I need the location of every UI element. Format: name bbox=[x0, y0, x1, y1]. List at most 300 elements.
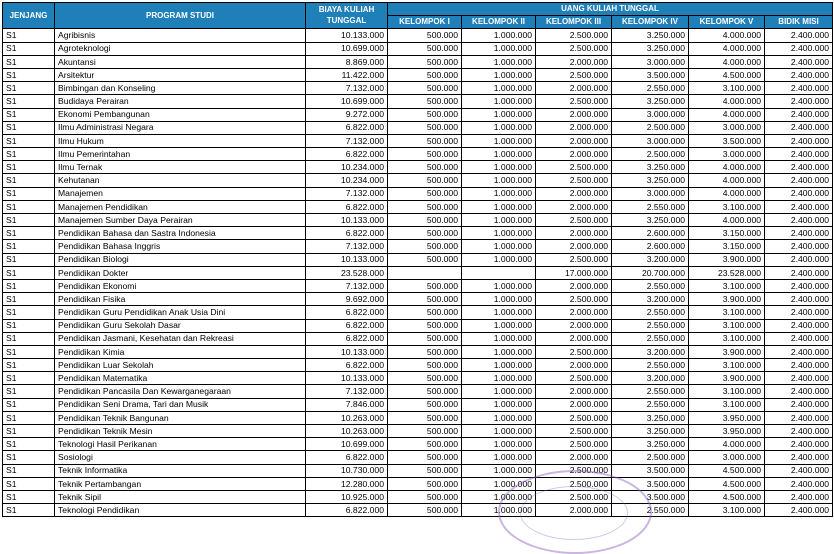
cell-jenjang: S1 bbox=[3, 240, 55, 253]
cell-bidik-misi: 2.400.000 bbox=[765, 253, 833, 266]
header-program-studi: PROGRAM STUDI bbox=[55, 3, 306, 29]
cell-kelompok-1: 500.000 bbox=[388, 55, 462, 68]
cell-bidik-misi: 2.400.000 bbox=[765, 42, 833, 55]
cell-program-studi: Manajemen Sumber Daya Perairan bbox=[55, 214, 306, 227]
cell-bidik-misi: 2.400.000 bbox=[765, 385, 833, 398]
cell-bidik-misi: 2.400.000 bbox=[765, 161, 833, 174]
cell-kelompok-1: 500.000 bbox=[388, 82, 462, 95]
cell-bidik-misi: 2.400.000 bbox=[765, 68, 833, 81]
cell-kelompok-5: 3.100.000 bbox=[689, 319, 765, 332]
cell-program-studi: Pendidikan Luar Sekolah bbox=[55, 359, 306, 372]
cell-kelompok-1: 500.000 bbox=[388, 306, 462, 319]
cell-biaya-kuliah-tunggal: 7.132.000 bbox=[306, 82, 388, 95]
cell-kelompok-3: 2.000.000 bbox=[536, 451, 612, 464]
cell-bidik-misi: 2.400.000 bbox=[765, 187, 833, 200]
cell-bidik-misi: 2.400.000 bbox=[765, 214, 833, 227]
cell-biaya-kuliah-tunggal: 6.822.000 bbox=[306, 227, 388, 240]
cell-program-studi: Teknik Pertambangan bbox=[55, 477, 306, 490]
cell-jenjang: S1 bbox=[3, 398, 55, 411]
cell-bidik-misi: 2.400.000 bbox=[765, 319, 833, 332]
table-row bbox=[3, 279, 833, 292]
cell-kelompok-4: 3.500.000 bbox=[612, 477, 689, 490]
cell-kelompok-3: 2.000.000 bbox=[536, 306, 612, 319]
cell-kelompok-5: 3.100.000 bbox=[689, 504, 765, 517]
header-jenjang: JENJANG bbox=[3, 3, 55, 29]
cell-biaya-kuliah-tunggal: 10.263.000 bbox=[306, 425, 388, 438]
cell-kelompok-5: 4.000.000 bbox=[689, 42, 765, 55]
table-row bbox=[3, 504, 833, 517]
cell-kelompok-4: 3.250.000 bbox=[612, 174, 689, 187]
cell-kelompok-3: 2.500.000 bbox=[536, 68, 612, 81]
cell-bidik-misi: 2.400.000 bbox=[765, 332, 833, 345]
cell-kelompok-4: 3.000.000 bbox=[612, 108, 689, 121]
cell-biaya-kuliah-tunggal: 7.132.000 bbox=[306, 385, 388, 398]
cell-program-studi: Agribisnis bbox=[55, 29, 306, 42]
cell-kelompok-2: 1.000.000 bbox=[462, 95, 536, 108]
table-row bbox=[3, 372, 833, 385]
cell-bidik-misi: 2.400.000 bbox=[765, 411, 833, 424]
table-row bbox=[3, 55, 833, 68]
cell-kelompok-1: 500.000 bbox=[388, 332, 462, 345]
cell-program-studi: Pendidikan Ekonomi bbox=[55, 279, 306, 292]
cell-program-studi: Pendidikan Matematika bbox=[55, 372, 306, 385]
cell-kelompok-4: 2.550.000 bbox=[612, 332, 689, 345]
cell-kelompok-5: 3.100.000 bbox=[689, 359, 765, 372]
cell-jenjang: S1 bbox=[3, 306, 55, 319]
cell-biaya-kuliah-tunggal: 12.280.000 bbox=[306, 477, 388, 490]
cell-kelompok-3: 2.500.000 bbox=[536, 29, 612, 42]
table-row bbox=[3, 464, 833, 477]
cell-kelompok-5: 4.000.000 bbox=[689, 108, 765, 121]
cell-kelompok-2: 1.000.000 bbox=[462, 411, 536, 424]
cell-kelompok-3: 2.500.000 bbox=[536, 425, 612, 438]
cell-kelompok-2: 1.000.000 bbox=[462, 240, 536, 253]
cell-kelompok-1: 500.000 bbox=[388, 477, 462, 490]
cell-kelompok-1: 500.000 bbox=[388, 293, 462, 306]
cell-kelompok-2: 1.000.000 bbox=[462, 279, 536, 292]
table-row bbox=[3, 398, 833, 411]
cell-kelompok-5: 3.100.000 bbox=[689, 279, 765, 292]
cell-kelompok-1: 500.000 bbox=[388, 451, 462, 464]
cell-bidik-misi: 2.400.000 bbox=[765, 227, 833, 240]
cell-program-studi: Pendidikan Teknik Mesin bbox=[55, 425, 306, 438]
cell-kelompok-5: 3.900.000 bbox=[689, 372, 765, 385]
cell-kelompok-4: 3.200.000 bbox=[612, 293, 689, 306]
cell-program-studi: Pendidikan Guru Sekolah Dasar bbox=[55, 319, 306, 332]
cell-program-studi: Ekonomi Pembangunan bbox=[55, 108, 306, 121]
cell-jenjang: S1 bbox=[3, 174, 55, 187]
table-row bbox=[3, 68, 833, 81]
cell-biaya-kuliah-tunggal: 10.133.000 bbox=[306, 345, 388, 358]
header-kelompok-1: KELOMPOK I bbox=[388, 16, 462, 29]
cell-kelompok-5: 3.150.000 bbox=[689, 240, 765, 253]
cell-kelompok-1: 500.000 bbox=[388, 385, 462, 398]
cell-kelompok-2: 1.000.000 bbox=[462, 161, 536, 174]
cell-kelompok-1: 500.000 bbox=[388, 161, 462, 174]
cell-biaya-kuliah-tunggal: 9.692.000 bbox=[306, 293, 388, 306]
cell-program-studi: Akuntansi bbox=[55, 55, 306, 68]
cell-kelompok-5: 3.900.000 bbox=[689, 345, 765, 358]
cell-kelompok-2: 1.000.000 bbox=[462, 504, 536, 517]
cell-kelompok-5: 3.100.000 bbox=[689, 398, 765, 411]
cell-kelompok-2: 1.000.000 bbox=[462, 55, 536, 68]
cell-kelompok-4: 3.250.000 bbox=[612, 161, 689, 174]
cell-kelompok-1: 500.000 bbox=[388, 345, 462, 358]
cell-kelompok-1: 500.000 bbox=[388, 174, 462, 187]
cell-kelompok-3: 2.000.000 bbox=[536, 148, 612, 161]
cell-kelompok-3: 2.000.000 bbox=[536, 82, 612, 95]
cell-kelompok-4: 3.250.000 bbox=[612, 438, 689, 451]
cell-kelompok-5: 3.000.000 bbox=[689, 121, 765, 134]
table-row bbox=[3, 332, 833, 345]
cell-kelompok-2: 1.000.000 bbox=[462, 121, 536, 134]
table-row bbox=[3, 451, 833, 464]
cell-bidik-misi: 2.400.000 bbox=[765, 451, 833, 464]
cell-program-studi: Ilmu Ternak bbox=[55, 161, 306, 174]
table-row bbox=[3, 490, 833, 503]
cell-program-studi: Budidaya Perairan bbox=[55, 95, 306, 108]
cell-kelompok-3: 2.000.000 bbox=[536, 385, 612, 398]
cell-kelompok-3: 2.500.000 bbox=[536, 214, 612, 227]
cell-kelompok-2: 1.000.000 bbox=[462, 385, 536, 398]
ukt-table bbox=[2, 2, 833, 517]
cell-kelompok-5: 3.100.000 bbox=[689, 306, 765, 319]
cell-kelompok-5: 4.500.000 bbox=[689, 68, 765, 81]
cell-program-studi: Arsitektur bbox=[55, 68, 306, 81]
cell-biaya-kuliah-tunggal: 6.822.000 bbox=[306, 451, 388, 464]
cell-kelompok-1: 500.000 bbox=[388, 121, 462, 134]
cell-kelompok-5: 4.000.000 bbox=[689, 174, 765, 187]
cell-kelompok-2: 1.000.000 bbox=[462, 82, 536, 95]
cell-kelompok-3: 2.000.000 bbox=[536, 108, 612, 121]
cell-bidik-misi: 2.400.000 bbox=[765, 108, 833, 121]
cell-kelompok-4: 2.500.000 bbox=[612, 451, 689, 464]
cell-biaya-kuliah-tunggal: 6.822.000 bbox=[306, 504, 388, 517]
cell-kelompok-5: 3.900.000 bbox=[689, 293, 765, 306]
cell-jenjang: S1 bbox=[3, 464, 55, 477]
cell-biaya-kuliah-tunggal: 6.822.000 bbox=[306, 359, 388, 372]
table-row bbox=[3, 253, 833, 266]
cell-program-studi: Teknik Sipil bbox=[55, 490, 306, 503]
cell-biaya-kuliah-tunggal: 23.528.000 bbox=[306, 266, 388, 279]
cell-program-studi: Pendidikan Fisika bbox=[55, 293, 306, 306]
cell-kelompok-1: 500.000 bbox=[388, 504, 462, 517]
table-row bbox=[3, 425, 833, 438]
table-row bbox=[3, 121, 833, 134]
cell-kelompok-5: 3.900.000 bbox=[689, 253, 765, 266]
cell-kelompok-5: 3.100.000 bbox=[689, 332, 765, 345]
cell-biaya-kuliah-tunggal: 10.133.000 bbox=[306, 214, 388, 227]
cell-biaya-kuliah-tunggal: 7.132.000 bbox=[306, 279, 388, 292]
cell-kelompok-3: 2.500.000 bbox=[536, 477, 612, 490]
table-row bbox=[3, 214, 833, 227]
table-row bbox=[3, 227, 833, 240]
cell-kelompok-4: 2.600.000 bbox=[612, 227, 689, 240]
cell-kelompok-2: 1.000.000 bbox=[462, 477, 536, 490]
cell-biaya-kuliah-tunggal: 10.925.000 bbox=[306, 490, 388, 503]
cell-kelompok-2: 1.000.000 bbox=[462, 451, 536, 464]
cell-biaya-kuliah-tunggal: 10.133.000 bbox=[306, 29, 388, 42]
cell-kelompok-4: 2.550.000 bbox=[612, 359, 689, 372]
cell-jenjang: S1 bbox=[3, 490, 55, 503]
cell-kelompok-4: 3.500.000 bbox=[612, 464, 689, 477]
cell-kelompok-1: 500.000 bbox=[388, 464, 462, 477]
cell-biaya-kuliah-tunggal: 11.422.000 bbox=[306, 68, 388, 81]
table-row bbox=[3, 42, 833, 55]
cell-kelompok-4: 2.550.000 bbox=[612, 504, 689, 517]
cell-kelompok-3: 2.500.000 bbox=[536, 438, 612, 451]
cell-bidik-misi: 2.400.000 bbox=[765, 266, 833, 279]
cell-kelompok-1: 500.000 bbox=[388, 148, 462, 161]
cell-bidik-misi: 2.400.000 bbox=[765, 398, 833, 411]
cell-kelompok-3: 17.000.000 bbox=[536, 266, 612, 279]
cell-program-studi: Teknologi Pendidikan bbox=[55, 504, 306, 517]
cell-kelompok-3: 2.500.000 bbox=[536, 345, 612, 358]
header-kelompok-2: KELOMPOK II bbox=[462, 16, 536, 29]
cell-kelompok-3: 2.000.000 bbox=[536, 279, 612, 292]
cell-biaya-kuliah-tunggal: 10.699.000 bbox=[306, 438, 388, 451]
cell-kelompok-4: 3.200.000 bbox=[612, 345, 689, 358]
cell-jenjang: S1 bbox=[3, 411, 55, 424]
table-body bbox=[3, 29, 833, 517]
cell-biaya-kuliah-tunggal: 6.822.000 bbox=[306, 306, 388, 319]
cell-kelompok-4: 3.000.000 bbox=[612, 187, 689, 200]
cell-program-studi: Pendidikan Seni Drama, Tari dan Musik bbox=[55, 398, 306, 411]
cell-kelompok-1: 500.000 bbox=[388, 438, 462, 451]
cell-kelompok-5: 23.528.000 bbox=[689, 266, 765, 279]
cell-jenjang: S1 bbox=[3, 359, 55, 372]
cell-kelompok-5: 4.000.000 bbox=[689, 438, 765, 451]
cell-kelompok-3: 2.500.000 bbox=[536, 161, 612, 174]
table-row bbox=[3, 174, 833, 187]
cell-kelompok-2: 1.000.000 bbox=[462, 372, 536, 385]
cell-jenjang: S1 bbox=[3, 425, 55, 438]
cell-kelompok-4: 3.250.000 bbox=[612, 425, 689, 438]
cell-program-studi: Agroteknologi bbox=[55, 42, 306, 55]
cell-jenjang: S1 bbox=[3, 372, 55, 385]
cell-kelompok-2: 1.000.000 bbox=[462, 134, 536, 147]
cell-kelompok-4: 3.500.000 bbox=[612, 68, 689, 81]
cell-program-studi: Bimbingan dan Konseling bbox=[55, 82, 306, 95]
header-bidik-misi: BIDIK MISI bbox=[765, 16, 833, 29]
cell-jenjang: S1 bbox=[3, 108, 55, 121]
table-row bbox=[3, 95, 833, 108]
table-row bbox=[3, 82, 833, 95]
table-row bbox=[3, 187, 833, 200]
cell-kelompok-5: 3.000.000 bbox=[689, 451, 765, 464]
cell-kelompok-5: 3.950.000 bbox=[689, 425, 765, 438]
cell-kelompok-5: 4.000.000 bbox=[689, 95, 765, 108]
cell-kelompok-5: 3.950.000 bbox=[689, 411, 765, 424]
cell-kelompok-1: 500.000 bbox=[388, 187, 462, 200]
cell-kelompok-3: 2.000.000 bbox=[536, 332, 612, 345]
cell-biaya-kuliah-tunggal: 9.272.000 bbox=[306, 108, 388, 121]
cell-kelompok-1: 500.000 bbox=[388, 68, 462, 81]
cell-kelompok-1: 500.000 bbox=[388, 95, 462, 108]
cell-jenjang: S1 bbox=[3, 121, 55, 134]
table-row bbox=[3, 266, 833, 279]
cell-kelompok-2: 1.000.000 bbox=[462, 490, 536, 503]
cell-kelompok-3: 2.000.000 bbox=[536, 121, 612, 134]
cell-program-studi: Pendidikan Guru Pendidikan Anak Usia Dini bbox=[55, 306, 306, 319]
cell-kelompok-2: 1.000.000 bbox=[462, 214, 536, 227]
cell-jenjang: S1 bbox=[3, 293, 55, 306]
cell-kelompok-4: 3.200.000 bbox=[612, 372, 689, 385]
cell-jenjang: S1 bbox=[3, 134, 55, 147]
table-row bbox=[3, 108, 833, 121]
cell-bidik-misi: 2.400.000 bbox=[765, 134, 833, 147]
cell-kelompok-4: 3.250.000 bbox=[612, 42, 689, 55]
cell-program-studi: Teknik Informatika bbox=[55, 464, 306, 477]
cell-bidik-misi: 2.400.000 bbox=[765, 240, 833, 253]
cell-kelompok-2: 1.000.000 bbox=[462, 425, 536, 438]
cell-jenjang: S1 bbox=[3, 345, 55, 358]
cell-jenjang: S1 bbox=[3, 438, 55, 451]
cell-bidik-misi: 2.400.000 bbox=[765, 293, 833, 306]
cell-kelompok-2: 1.000.000 bbox=[462, 332, 536, 345]
cell-kelompok-3: 2.000.000 bbox=[536, 359, 612, 372]
cell-kelompok-2: 1.000.000 bbox=[462, 306, 536, 319]
table-row bbox=[3, 411, 833, 424]
cell-program-studi: Pendidikan Dokter bbox=[55, 266, 306, 279]
table-row bbox=[3, 240, 833, 253]
cell-kelompok-1: 500.000 bbox=[388, 425, 462, 438]
header-uang-kuliah-tunggal: UANG KULIAH TUNGGAL bbox=[388, 3, 833, 16]
cell-jenjang: S1 bbox=[3, 253, 55, 266]
cell-kelompok-1: 500.000 bbox=[388, 411, 462, 424]
cell-kelompok-3: 2.500.000 bbox=[536, 372, 612, 385]
cell-biaya-kuliah-tunggal: 8.869.000 bbox=[306, 55, 388, 68]
cell-program-studi: Kehutanan bbox=[55, 174, 306, 187]
cell-kelompok-1 bbox=[388, 266, 462, 279]
cell-kelompok-2: 1.000.000 bbox=[462, 174, 536, 187]
cell-jenjang: S1 bbox=[3, 504, 55, 517]
table-row bbox=[3, 319, 833, 332]
cell-bidik-misi: 2.400.000 bbox=[765, 95, 833, 108]
cell-biaya-kuliah-tunggal: 6.822.000 bbox=[306, 200, 388, 213]
cell-kelompok-1: 500.000 bbox=[388, 279, 462, 292]
cell-kelompok-2 bbox=[462, 266, 536, 279]
table-row bbox=[3, 359, 833, 372]
cell-kelompok-2: 1.000.000 bbox=[462, 42, 536, 55]
cell-jenjang: S1 bbox=[3, 385, 55, 398]
cell-jenjang: S1 bbox=[3, 332, 55, 345]
table-row bbox=[3, 345, 833, 358]
cell-bidik-misi: 2.400.000 bbox=[765, 490, 833, 503]
cell-kelompok-4: 2.500.000 bbox=[612, 121, 689, 134]
cell-biaya-kuliah-tunggal: 6.822.000 bbox=[306, 148, 388, 161]
cell-kelompok-4: 3.250.000 bbox=[612, 29, 689, 42]
cell-program-studi: Pendidikan Kimia bbox=[55, 345, 306, 358]
cell-kelompok-1: 500.000 bbox=[388, 42, 462, 55]
cell-kelompok-3: 2.000.000 bbox=[536, 398, 612, 411]
cell-jenjang: S1 bbox=[3, 95, 55, 108]
cell-program-studi: Pendidikan Bahasa Inggris bbox=[55, 240, 306, 253]
cell-kelompok-4: 2.500.000 bbox=[612, 148, 689, 161]
cell-kelompok-4: 2.550.000 bbox=[612, 279, 689, 292]
cell-program-studi: Sosiologi bbox=[55, 451, 306, 464]
cell-biaya-kuliah-tunggal: 7.132.000 bbox=[306, 134, 388, 147]
cell-kelompok-1: 500.000 bbox=[388, 490, 462, 503]
cell-program-studi: Pendidikan Bahasa dan Sastra Indonesia bbox=[55, 227, 306, 240]
cell-kelompok-1: 500.000 bbox=[388, 372, 462, 385]
cell-kelompok-3: 2.500.000 bbox=[536, 411, 612, 424]
cell-kelompok-2: 1.000.000 bbox=[462, 359, 536, 372]
cell-kelompok-1: 500.000 bbox=[388, 240, 462, 253]
table-row bbox=[3, 385, 833, 398]
header-kelompok-4: KELOMPOK IV bbox=[612, 16, 689, 29]
cell-kelompok-5: 3.100.000 bbox=[689, 385, 765, 398]
cell-kelompok-5: 3.500.000 bbox=[689, 134, 765, 147]
cell-kelompok-1: 500.000 bbox=[388, 200, 462, 213]
cell-kelompok-5: 4.000.000 bbox=[689, 187, 765, 200]
cell-kelompok-4: 3.000.000 bbox=[612, 55, 689, 68]
table-row bbox=[3, 306, 833, 319]
cell-kelompok-3: 2.500.000 bbox=[536, 253, 612, 266]
cell-program-studi: Ilmu Administrasi Negara bbox=[55, 121, 306, 134]
cell-kelompok-1: 500.000 bbox=[388, 319, 462, 332]
cell-jenjang: S1 bbox=[3, 161, 55, 174]
cell-kelompok-1: 500.000 bbox=[388, 253, 462, 266]
cell-kelompok-5: 4.500.000 bbox=[689, 464, 765, 477]
cell-kelompok-4: 2.550.000 bbox=[612, 306, 689, 319]
cell-bidik-misi: 2.400.000 bbox=[765, 82, 833, 95]
cell-kelompok-3: 2.000.000 bbox=[536, 319, 612, 332]
cell-kelompok-2: 1.000.000 bbox=[462, 227, 536, 240]
cell-kelompok-4: 3.500.000 bbox=[612, 490, 689, 503]
cell-kelompok-2: 1.000.000 bbox=[462, 108, 536, 121]
cell-kelompok-2: 1.000.000 bbox=[462, 68, 536, 81]
cell-kelompok-2: 1.000.000 bbox=[462, 438, 536, 451]
cell-kelompok-4: 2.600.000 bbox=[612, 240, 689, 253]
cell-biaya-kuliah-tunggal: 6.822.000 bbox=[306, 319, 388, 332]
cell-kelompok-2: 1.000.000 bbox=[462, 200, 536, 213]
cell-bidik-misi: 2.400.000 bbox=[765, 279, 833, 292]
cell-biaya-kuliah-tunggal: 6.822.000 bbox=[306, 121, 388, 134]
cell-program-studi: Pendidikan Jasmani, Kesehatan dan Rekreasi bbox=[55, 332, 306, 345]
cell-biaya-kuliah-tunggal: 10.699.000 bbox=[306, 95, 388, 108]
cell-kelompok-5: 4.000.000 bbox=[689, 55, 765, 68]
cell-biaya-kuliah-tunggal: 7.846.000 bbox=[306, 398, 388, 411]
header-kelompok-5: KELOMPOK V bbox=[689, 16, 765, 29]
cell-kelompok-2: 1.000.000 bbox=[462, 319, 536, 332]
header-biaya-kuliah-tunggal: BIAYA KULIAH TUNGGAL bbox=[306, 3, 388, 29]
table-row bbox=[3, 477, 833, 490]
cell-kelompok-5: 3.150.000 bbox=[689, 227, 765, 240]
table-row bbox=[3, 200, 833, 213]
cell-kelompok-3: 2.000.000 bbox=[536, 504, 612, 517]
cell-kelompok-3: 2.000.000 bbox=[536, 187, 612, 200]
cell-bidik-misi: 2.400.000 bbox=[765, 174, 833, 187]
cell-kelompok-2: 1.000.000 bbox=[462, 464, 536, 477]
cell-biaya-kuliah-tunggal: 10.133.000 bbox=[306, 253, 388, 266]
cell-kelompok-5: 4.000.000 bbox=[689, 161, 765, 174]
cell-biaya-kuliah-tunggal: 10.234.000 bbox=[306, 174, 388, 187]
header-kelompok-3: KELOMPOK III bbox=[536, 16, 612, 29]
cell-kelompok-5: 3.100.000 bbox=[689, 82, 765, 95]
cell-biaya-kuliah-tunggal: 6.822.000 bbox=[306, 332, 388, 345]
cell-kelompok-4: 2.550.000 bbox=[612, 200, 689, 213]
cell-program-studi: Pendidikan Pancasila Dan Kewarganegaraan bbox=[55, 385, 306, 398]
cell-biaya-kuliah-tunggal: 10.699.000 bbox=[306, 42, 388, 55]
cell-kelompok-1: 500.000 bbox=[388, 359, 462, 372]
cell-kelompok-4: 2.550.000 bbox=[612, 398, 689, 411]
cell-kelompok-3: 2.000.000 bbox=[536, 227, 612, 240]
cell-kelompok-5: 4.000.000 bbox=[689, 29, 765, 42]
table-row bbox=[3, 134, 833, 147]
cell-kelompok-3: 2.000.000 bbox=[536, 200, 612, 213]
cell-kelompok-4: 3.250.000 bbox=[612, 95, 689, 108]
